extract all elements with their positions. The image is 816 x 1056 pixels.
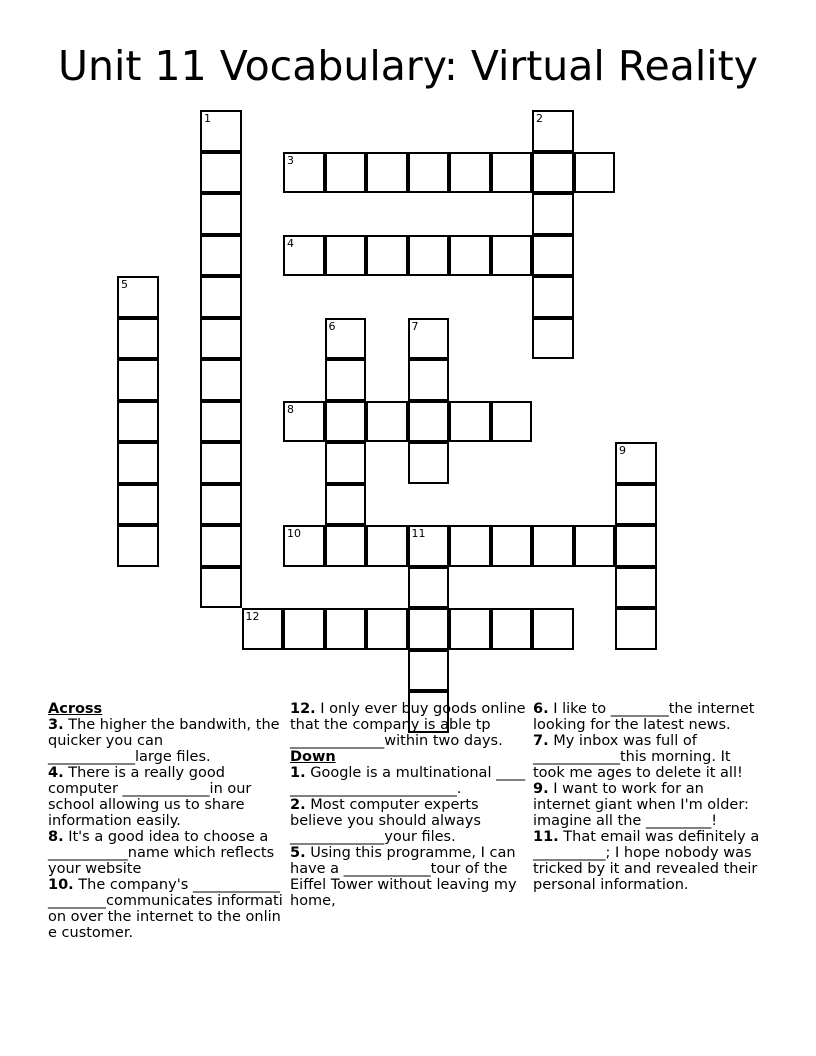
grid-cell[interactable] [283, 525, 325, 567]
across-heading: Across [48, 701, 103, 717]
clue-number: 7 [411, 319, 419, 333]
grid-cell[interactable] [325, 401, 367, 443]
grid-cell[interactable] [283, 152, 325, 194]
grid-cell[interactable] [491, 401, 533, 443]
grid-cell[interactable] [325, 608, 367, 650]
grid-cell[interactable] [491, 525, 533, 567]
grid-cell[interactable] [532, 525, 574, 567]
grid-cell[interactable] [491, 152, 533, 194]
grid-cell[interactable] [366, 152, 408, 194]
grid-cell[interactable] [242, 608, 284, 650]
grid-cell[interactable] [200, 567, 242, 609]
grid-cell[interactable] [200, 401, 242, 443]
grid-cell[interactable] [408, 442, 450, 484]
grid-cell[interactable] [408, 525, 450, 567]
clue-down-6: 6. I like to ________the internet looking for the latest news. [533, 701, 755, 733]
grid-cell[interactable] [117, 484, 159, 526]
grid-cell[interactable] [532, 318, 574, 360]
grid-cell[interactable] [449, 152, 491, 194]
grid-cell[interactable] [200, 525, 242, 567]
grid-cell[interactable] [200, 193, 242, 235]
grid-cell[interactable] [283, 608, 325, 650]
grid-cell[interactable] [325, 484, 367, 526]
clue-number: 1 [204, 112, 211, 125]
clue-down-2: 2. Most computer experts believe you should always _____________your files. [290, 797, 481, 845]
grid-cell[interactable] [117, 318, 159, 360]
clue-across-10: 10. The company's ____________________communicates information over the internet to the online customer. [48, 877, 283, 941]
grid-cell[interactable] [200, 359, 242, 401]
grid-cell[interactable] [325, 525, 367, 567]
clue-across-3: 3. The higher the bandwith, the quicker you can ____________large files. [48, 717, 280, 765]
clue-number: 4 [287, 236, 294, 250]
grid-cell[interactable] [408, 650, 450, 692]
grid-cell[interactable] [200, 484, 242, 526]
grid-cell[interactable] [532, 193, 574, 235]
grid-cell[interactable] [408, 152, 450, 194]
clue-across-12: 12. I only ever buy goods online that the company is able tp _____________within two days. [290, 701, 526, 749]
grid-cell[interactable] [117, 525, 159, 567]
clues-column-2 [290, 701, 528, 909]
grid-cell[interactable] [325, 152, 367, 194]
grid-cell[interactable] [117, 359, 159, 401]
grid-cell[interactable] [408, 567, 450, 609]
grid-cell[interactable] [408, 235, 450, 277]
grid-cell[interactable] [449, 525, 491, 567]
clue-across-8: 8. It's a good idea to choose a ___________name which reflects your website [48, 829, 275, 877]
grid-cell[interactable] [325, 442, 367, 484]
grid-cell[interactable] [200, 276, 242, 318]
clue-down-1: 1. Google is a multinational ___________________________. [290, 765, 526, 797]
grid-cell[interactable] [532, 276, 574, 318]
grid-cell[interactable] [532, 608, 574, 650]
clue-number: 2 [536, 112, 543, 125]
grid-cell[interactable] [366, 525, 408, 567]
clue-number: 12 [245, 610, 260, 623]
clue-down-5: 5. Using this programme, I can have a ____________tour of the Eiffel Tower without leaving my home, [290, 845, 517, 909]
clue-number: 6 [328, 319, 336, 333]
clue-number: 3 [287, 153, 294, 167]
clue-down-11: 11. That email was definitely a __________; I hope nobody was tricked by it and revealed their personal information. [533, 829, 760, 893]
grid-cell[interactable] [117, 276, 159, 318]
grid-cell[interactable] [283, 401, 325, 443]
clue-number: 5 [121, 278, 128, 291]
grid-cell[interactable] [532, 110, 574, 152]
grid-cell[interactable] [200, 152, 242, 194]
grid-cell[interactable] [449, 608, 491, 650]
grid-cell[interactable] [283, 235, 325, 277]
clues-column-1 [48, 701, 286, 941]
grid-cell[interactable] [532, 235, 574, 277]
grid-cell[interactable] [574, 525, 616, 567]
grid-cell[interactable] [408, 318, 450, 360]
grid-cell[interactable] [615, 525, 657, 567]
clue-number: 9 [619, 444, 626, 457]
grid-cell[interactable] [491, 235, 533, 277]
clue-number: 8 [287, 402, 294, 416]
grid-cell[interactable] [449, 235, 491, 277]
grid-cell[interactable] [615, 567, 657, 609]
grid-cell[interactable] [325, 235, 367, 277]
grid-cell[interactable] [532, 152, 574, 194]
grid-cell[interactable] [408, 401, 450, 443]
clue-across-4: 4. There is a really good computer ____________in our school allowing us to share information easily. [48, 765, 252, 829]
grid-cell[interactable] [574, 152, 616, 194]
grid-cell[interactable] [200, 442, 242, 484]
grid-cell[interactable] [615, 442, 657, 484]
clue-down-7: 7. My inbox was full of ____________this morning. It took me ages to delete it all! [533, 733, 743, 781]
grid-cell[interactable] [200, 235, 242, 277]
grid-cell[interactable] [366, 401, 408, 443]
down-heading: Down [290, 749, 336, 765]
grid-cell[interactable] [408, 359, 450, 401]
grid-cell[interactable] [200, 110, 242, 152]
grid-cell[interactable] [366, 235, 408, 277]
grid-cell[interactable] [408, 608, 450, 650]
clue-down-9: 9. I want to work for an internet giant when I'm older: imagine all the _________! [533, 781, 749, 829]
grid-cell[interactable] [200, 318, 242, 360]
grid-cell[interactable] [117, 442, 159, 484]
grid-cell[interactable] [366, 608, 408, 650]
clues-column-3 [533, 701, 765, 893]
grid-cell[interactable] [117, 401, 159, 443]
grid-cell[interactable] [449, 401, 491, 443]
grid-cell[interactable] [491, 608, 533, 650]
grid-cell[interactable] [615, 608, 657, 650]
grid-cell[interactable] [615, 484, 657, 526]
clue-number: 11 [411, 527, 426, 540]
clue-number: 10 [287, 527, 301, 540]
grid-cell[interactable] [325, 359, 367, 401]
grid-cell[interactable] [325, 318, 367, 360]
page-title: Unit 11 Vocabulary: Virtual Reality [58, 42, 758, 90]
